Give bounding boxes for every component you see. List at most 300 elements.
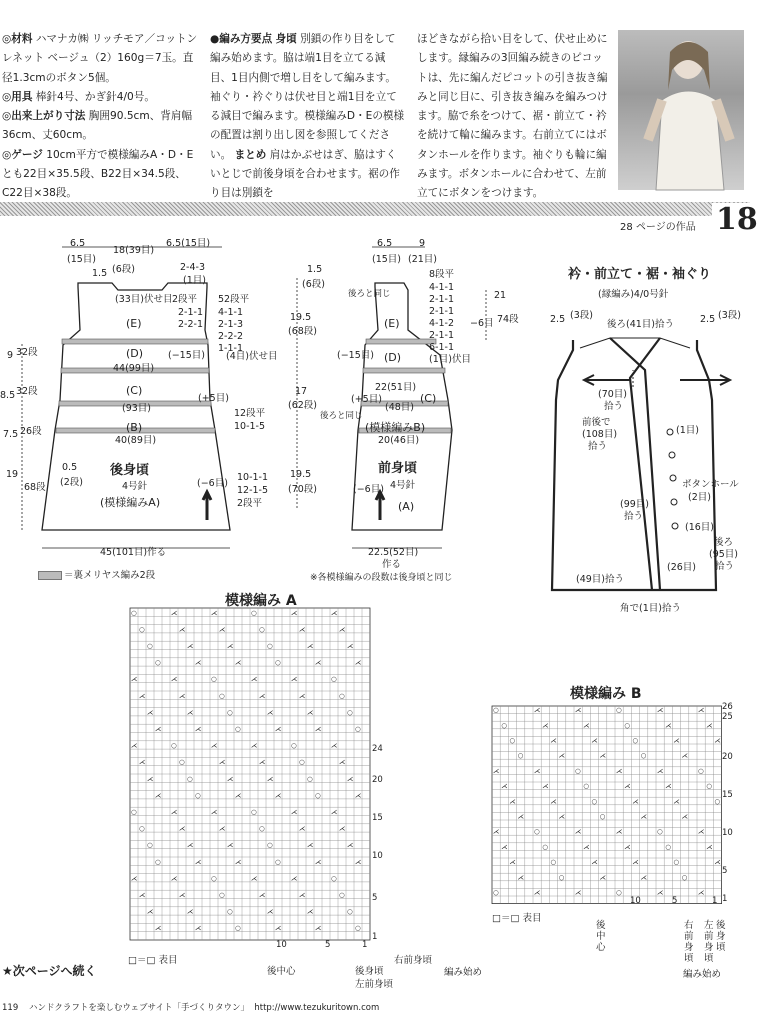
chart-a-row-1: 1 [372,932,378,942]
svg-text:19: 19 [6,469,19,480]
chart-b-stitch-symbol: ⋌ [517,873,525,882]
chart-a-stitch-symbol: ○ [219,691,225,700]
chart-b-row-26: 26 [722,702,733,712]
chart-a-stitch-symbol: ⋌ [179,891,186,899]
chart-a-stitch-symbol: ⋌ [331,741,338,750]
chart-a-stitch-symbol: ⋌ [187,642,194,650]
chart-a-stitch-symbol: ⋌ [355,857,362,866]
svg-text:10-1-5: 10-1-5 [234,421,266,432]
chart-a-row-24: 24 [372,744,383,754]
svg-text:(1目)伏目: (1目)伏目 [429,354,471,365]
svg-text:拾う: 拾う [588,441,608,452]
svg-text:12段平: 12段平 [234,408,266,419]
chart-a-title: 模様編み A [225,593,297,609]
chart-b-stitch-symbol: ⋌ [599,873,607,882]
tools-label: ◎用具 [2,90,33,103]
chart-b-stitch-symbol: ○ [534,827,540,836]
chart-a-stitch-symbol: ○ [299,758,305,767]
tools-text: 棒針4号、かぎ針4/0号。 [35,90,155,103]
finish-text: 肩はかぶせはぎ、脇はすくいとじで前後身頃を合わせます。裾の作り目は別鎖を [210,148,400,200]
chart-a-stitch-symbol: ⋌ [187,841,194,850]
chart-b-col-1: 1 [712,896,718,906]
chart-a-stitch-symbol: ⋌ [219,758,226,767]
svg-text:(68段): (68段) [288,326,318,337]
back-dim-6-5: 6.5 [70,238,86,249]
svg-text:後身頃: 後身頃 [110,463,150,478]
chart-a-stitch-symbol: ⋌ [179,625,186,634]
chart-b-row-25: 25 [722,712,733,722]
chart-b-stitch-symbol: ⋌ [616,827,623,836]
svg-text:(26目): (26目) [667,562,697,573]
chart-a-stitch-symbol: ○ [331,675,337,684]
svg-text:2-1-1: 2-1-1 [429,306,454,317]
svg-text:40(89目): 40(89目) [115,435,157,446]
svg-text:2段平: 2段平 [172,294,198,305]
svg-text:(+5目): (+5目) [198,393,229,404]
back-body-labels [0,238,277,558]
chart-a-stitch-symbol: ⋌ [251,741,258,750]
chart-a-stitch-symbol: ⋌ [171,874,178,883]
svg-text:(A): (A) [398,500,415,513]
svg-text:4号針: 4号針 [122,481,148,492]
back-dim-18: 18(39目) [113,245,155,256]
chart-b-stitch-symbol: ○ [558,873,565,882]
chart-b-stitch-symbol: ⋌ [632,797,639,806]
svg-text:(模様編みB): (模様編みB) [365,421,426,434]
chart-b-stitch-symbol: ○ [493,706,499,715]
chart-a-stitch-symbol: ○ [187,774,193,783]
chart-a-stitch-symbol: ⋌ [291,874,298,883]
svg-text:(2段): (2段) [60,477,83,488]
svg-text:(95目): (95目) [709,549,739,560]
section-number: 18 [712,203,762,237]
chart-a-stitch-symbol: ○ [275,658,281,667]
svg-text:(16目): (16目) [685,522,715,533]
chart-b-stitch-symbol: ⋌ [575,888,582,897]
chart-b-stitch-symbol: ○ [542,842,548,851]
chart-b-stitch-symbol: ⋌ [640,873,648,882]
chart-b-stitch-symbol: ⋌ [501,842,508,851]
chart-b-stitch-symbol: ⋌ [665,721,672,730]
chart-a-stitch-symbol: ⋌ [355,658,362,667]
chart-a-stitch-symbol: ⋌ [299,891,306,899]
chart-b-stitch-symbol: ⋌ [542,782,549,791]
back-knit-direction-arrow [203,492,211,520]
back-neck-rows: 1.5 [92,268,108,279]
svg-text:衿・前立て・裾・袖ぐり: 衿・前立て・裾・袖ぐり [568,267,712,282]
chart-b-stitch-symbol: ⋌ [714,858,721,867]
back-neck-first: (1目) [183,275,206,286]
chart-b-stitch-symbol: ⋌ [534,766,541,775]
svg-text:4号針: 4号針 [390,480,416,491]
chart-a-legend: □＝□ 表目 [128,955,178,966]
chart-a-stitch-symbol: ⋌ [139,691,146,700]
svg-text:(−15目): (−15目) [168,350,205,361]
chart-b-stitch-symbol: ⋌ [534,706,541,715]
chart-a-stitch-symbol: ⋌ [227,841,234,850]
svg-text:68段: 68段 [24,482,46,493]
chart-a-col-10: 10 [276,940,287,950]
chart-b-stitch-symbol: ○ [517,751,524,760]
chart-a-grid [130,608,370,940]
svg-text:21: 21 [494,290,507,301]
chart-a-stitch-symbol: ○ [227,907,233,916]
chart-b-stitch-symbol: ⋌ [542,721,549,730]
chart-a-stitch-symbol: ⋌ [155,924,162,933]
chart-b-stitch-symbol: ⋌ [550,736,557,745]
svg-text:後ろと同じ: 後ろと同じ [320,411,363,421]
chart-b-stitch-symbol: ⋌ [583,842,590,851]
chart-b-stitch-symbol: ⋌ [599,751,607,760]
chart-b-start: 編み始め [683,969,722,980]
front-knit-direction-arrow [376,492,384,520]
svg-text:2-1-3: 2-1-3 [218,319,243,330]
chart-a-stitch-symbol: ○ [347,708,353,717]
svg-text:拾う: 拾う [715,561,735,572]
svg-text:(D): (D) [384,351,402,364]
chart-a-stitch-symbol: ⋌ [259,758,266,767]
svg-text:(99目): (99目) [620,499,650,510]
svg-text:1-1-1: 1-1-1 [218,343,243,354]
chart-a-stitch-symbol: ⋌ [339,824,346,833]
chart-a-stitch-symbol: ⋌ [147,774,154,783]
instructions-continued-text: ほどきながら拾い目をして、伏せ止めにします。縁編みの3回編み続きのピコットは、先に編んだピコットの引き抜き編みと同じ目に、引き抜き編みを編みつけます。脇で糸をつけて、裾・前立て・衿を続けて輪に編みます。右前立てにはボタンホールを作ります。袖ぐりも輪に編みます。ボタンホールに合わせて、左前立てにボタンをつけます。 [417,33,608,200]
chart-a-stitch-symbol: ⋌ [179,824,186,833]
chart-b-stitch-symbol: ⋌ [657,706,664,715]
chart-a-back-side: 後身頃 [355,966,384,977]
chart-b-stitch-symbol: ⋌ [591,858,598,867]
svg-text:(108目): (108目) [582,429,618,440]
chart-a-row-15: 15 [372,813,383,823]
svg-text:8.5: 8.5 [0,390,16,401]
gauge-text: 10cm平方で模様編みA・D・Eとも22目×35.5段、B22目×34.5段、C22目×38段。 [2,148,194,200]
chart-b-stitch-symbol: ○ [591,797,598,806]
chart-b-stitch-symbol: ⋌ [493,827,500,836]
chart-a-stitch-symbol: ⋌ [155,791,162,800]
chart-b-stitch-symbol: ○ [657,827,663,836]
footer [2,1001,379,1013]
svg-text:44(99目): 44(99目) [113,363,155,374]
chart-a-stitch-symbol: ⋌ [139,891,146,899]
chart-b-stitch-symbol: ○ [632,736,639,745]
chart-a-stitch-symbol: ⋌ [171,608,178,617]
chart-a-stitch-symbol: ⋌ [147,907,154,916]
chart-b-stitch-symbol: ⋌ [714,736,721,745]
chart-b-row-15: 15 [722,790,733,800]
site-name: ハンドクラフトを楽しむウェブサイト「手づくりタウン」 [29,1003,249,1013]
chart-a-stitch-symbol: ⋌ [195,725,202,733]
chart-a-stitch-symbol: ○ [227,708,233,717]
chart-a-stitch-symbol: ⋌ [331,808,338,816]
chart-b-stitch-symbol: ⋌ [665,782,672,791]
svg-text:22(51目): 22(51目) [375,382,417,393]
front-body-labels [288,238,519,583]
svg-text:(E): (E) [384,317,400,330]
instructions-heading: ●編み方要点 [210,33,273,45]
chart-b-stitch-symbol: ⋌ [624,782,631,791]
chart-a-stitch-symbol: ○ [179,758,185,767]
chart-a-stitch-symbol: ○ [139,625,145,634]
svg-text:(15目): (15目) [372,254,402,265]
chart-a-stitch-symbol: ○ [235,924,241,933]
svg-text:7.5: 7.5 [3,429,19,440]
chart-b-legend: □＝□ 表目 [492,913,542,924]
chart-a-stitch-symbol: ⋌ [219,625,226,634]
chart-a-stitch-symbol: ○ [315,791,321,800]
chart-a-stitch-symbol: ⋌ [315,725,322,733]
svg-text:0.5: 0.5 [62,462,78,473]
chart-b-grid [492,706,722,904]
chart-b-row-1: 1 [722,894,728,904]
chart-b-stitch-symbol: ○ [599,812,606,821]
back-neck-bindoff: (33目)伏せ目 [115,294,173,305]
chart-b-stitch-symbol: ⋌ [706,721,713,730]
chart-a-stitch-symbol: ⋌ [131,741,138,750]
chart-b-stitch-symbol: ○ [616,706,622,715]
svg-text:20(46目): 20(46目) [378,435,420,446]
reverse-stockinette-text: ＝裏メリヤス編み2段 [64,570,156,581]
chart-b-stitch-symbol: ○ [501,721,507,730]
chart-b-stitch-symbol: ○ [550,858,557,867]
svg-text:2-1-1: 2-1-1 [178,307,203,318]
chart-a-stitch-symbol: ⋌ [315,924,322,933]
chart-a-stitch-symbol: ⋌ [331,608,338,617]
chart-b-stitch-symbol: ○ [575,766,581,775]
chart-a-stitch-symbol: ⋌ [187,708,194,717]
chart-b-stitch-symbol: ⋌ [558,812,566,821]
chart-b-stitch-symbol: ⋌ [632,858,639,867]
chart-a-stitch-symbol: ⋌ [267,708,274,717]
chart-b-stitch-symbol: ○ [616,888,622,897]
chart-a-stitch-symbol: ⋌ [227,642,234,650]
chart-a-stitch-symbol: ○ [139,824,145,833]
chart-a-stitch-symbol: ○ [155,857,161,866]
svg-text:(+5目): (+5目) [351,394,382,405]
svg-text:2-1-1: 2-1-1 [429,294,454,305]
chart-b-stitch-symbol: ○ [681,873,688,882]
svg-text:拾う: 拾う [624,511,644,522]
svg-text:(縁編み)4/0号針: (縁編み)4/0号針 [598,289,669,300]
chart-a-stitch-symbol: ⋌ [139,758,146,767]
chart-b-row-5: 5 [722,866,728,876]
chart-a-stitch-symbol: ○ [219,891,225,899]
chart-a-stitch-symbol: ○ [275,857,281,866]
svg-text:※各模様編みの段数は後身頃と同じ: ※各模様編みの段数は後身頃と同じ [310,573,453,583]
svg-text:(模様編みA): (模様編みA) [100,496,161,509]
chart-b-col-10: 10 [630,896,641,906]
chart-a-stitch-symbol: ○ [147,642,153,650]
chart-b-stitch-symbol: ○ [493,888,499,897]
svg-text:1.5: 1.5 [307,264,323,275]
chart-a-stitch-symbol: ○ [267,841,273,850]
materials-text: ハマナカ㈱ リッチモア／コットンレネット ベージュ（2）160g＝7玉。直径1.3cmのボタン5個。 [2,33,198,84]
chart-b-stitch-symbol: ⋌ [550,797,557,806]
chart-a-stitch-symbol: ⋌ [275,725,282,733]
chart-a-stitch-symbol: ⋌ [131,874,138,883]
reverse-stockinette-legend [38,567,155,581]
chart-a-stitch-symbol: ⋌ [347,774,354,783]
chart-b-stitch-symbol: ⋌ [517,812,525,821]
svg-text:52段平: 52段平 [218,294,250,305]
chart-b-stitch-symbol: ⋌ [657,766,664,775]
chart-a-back-center: 後中心 [267,966,296,977]
chart-a-stitch-symbol: ⋌ [147,708,154,717]
svg-text:(3段): (3段) [570,310,593,321]
chart-a-stitch-symbol: ⋌ [299,824,306,833]
size-label: ◎出来上がり寸法 [2,110,86,123]
chart-b-stitch-symbol: ⋌ [493,766,500,775]
chart-a-stitch-symbol: ○ [195,791,201,800]
svg-text:10-1-1: 10-1-1 [237,472,269,483]
svg-text:前後で: 前後で [582,417,611,428]
chart-a-stitch-symbol: ⋌ [347,841,354,850]
svg-text:(B): (B) [126,421,143,434]
chart-b-back-center: 後中心 [596,920,606,953]
chart-b-stitch-symbol: ○ [624,721,630,730]
chart-b-stitch-symbol: ⋌ [657,888,664,897]
chart-a-stitch-symbol: ○ [331,874,337,883]
chart-b-stitch-symbol: ⋌ [698,706,705,715]
chart-b-stitch-symbol: ⋌ [624,842,631,851]
chart-b-row-20: 20 [722,752,733,762]
chart-a-stitch-symbol: ○ [131,608,137,617]
svg-text:(−15目): (−15目) [337,350,374,361]
body-label: 身頃 [275,33,297,45]
svg-text:(4目)伏せ目: (4目)伏せ目 [226,351,278,362]
chart-a-stitch-symbol: ⋌ [315,658,322,667]
svg-text:2段平: 2段平 [237,498,263,509]
svg-text:32段: 32段 [16,386,38,397]
chart-b-stitch-symbol: ○ [714,797,721,806]
chart-b-stitch-symbol: ⋌ [575,827,582,836]
chart-a-stitch-symbol: ○ [259,824,265,833]
chart-a-stitch-symbol: ⋌ [235,791,242,800]
chart-a-stitch-symbol: ○ [259,625,265,634]
svg-text:前身頃: 前身頃 [378,461,418,476]
chart-a-stitch-symbol: ⋌ [291,675,298,684]
chart-a-stitch-symbol: ○ [355,924,361,933]
svg-text:角で(1目)拾う: 角で(1目)拾う [620,603,681,614]
chart-b-stitch-symbol: ⋌ [509,858,516,867]
svg-text:9: 9 [419,238,426,249]
chart-b-stitch-symbol: ⋌ [534,888,541,897]
chart-a-stitch-symbol: ⋌ [299,691,306,700]
svg-text:4-1-1: 4-1-1 [218,307,243,318]
svg-text:6-1-1: 6-1-1 [429,342,454,353]
front-dimension-lines [297,247,486,548]
svg-text:(1目): (1目) [676,425,699,436]
chart-a-row-10: 10 [372,851,383,861]
chart-b-stitch-symbol: ⋌ [591,736,598,745]
svg-text:(−6目): (−6目) [353,484,384,495]
continued-next-page: ★次ページへ続く [2,964,97,978]
svg-text:(−6目): (−6目) [197,478,228,489]
svg-text:後ろ: 後ろ [714,537,734,548]
chart-a-stitch-symbol: ○ [211,675,217,684]
svg-text:後ろ(41目)拾う: 後ろ(41目)拾う [607,319,675,330]
chart-a-stitch-symbol: ⋌ [347,642,354,650]
svg-text:9: 9 [7,350,14,361]
chart-b-stitch-symbol: ⋌ [681,812,689,821]
chart-a-stitch-symbol: ○ [131,808,137,816]
svg-text:(49目)拾う: (49目)拾う [576,574,625,585]
svg-text:ボタンホール: ボタンホール [682,479,739,490]
svg-text:4-1-1: 4-1-1 [429,282,454,293]
chart-a-stitch-symbol: ⋌ [235,857,242,866]
svg-text:19.5: 19.5 [290,312,312,323]
chart-a-stitch-symbol: ⋌ [211,808,218,816]
page-number: 119 [2,1003,19,1013]
chart-a-stitch-symbol: ⋌ [355,791,362,800]
chart-a-stitch-symbol: ⋌ [291,808,298,816]
chart-a-lines [130,608,370,940]
chart-b-stitch-symbol: ○ [698,766,704,775]
svg-text:後ろと同じ: 後ろと同じ [348,289,391,299]
chart-a-stitch-symbol: ⋌ [195,924,202,933]
chart-b-stitch-symbol: ⋌ [673,797,680,806]
chart-a-stitch-symbol: ○ [355,725,361,733]
svg-text:4-1-2: 4-1-2 [429,318,454,329]
edging-outline [552,338,716,590]
svg-text:19.5: 19.5 [290,469,312,480]
chart-b-stitch-symbol: ⋌ [501,782,508,791]
chart-a-stitch-symbol: ⋌ [291,608,298,617]
chart-a-stitch-symbol: ⋌ [275,791,282,800]
svg-text:(3段): (3段) [718,310,741,321]
svg-text:(70目): (70目) [598,389,628,400]
svg-text:2.5: 2.5 [550,314,566,325]
back-neck-count: 2-4-3 [180,262,205,273]
svg-text:12-1-5: 12-1-5 [237,485,269,496]
chart-a-row-20: 20 [372,775,383,785]
svg-text:拾う: 拾う [604,401,624,412]
reverse-stockinette-swatch [38,571,62,580]
site-url[interactable]: http://www.tezukuritown.com [254,1003,380,1013]
svg-text:(93目): (93目) [122,403,152,414]
chart-a-stitch-symbol: ⋌ [251,675,258,684]
chart-a-stitch-symbol: ⋌ [195,658,202,667]
chart-a-stitch-symbol: ⋌ [307,841,314,850]
chart-b-stitch-symbol: ⋌ [640,812,648,821]
chart-a-stitch-symbol: ○ [211,874,217,883]
svg-text:(E): (E) [126,317,142,330]
svg-text:6.5: 6.5 [377,238,393,249]
edging-arrow-left [584,375,630,385]
chart-a-stitch-symbol: ○ [155,658,161,667]
chart-a-stitch-symbol: ⋌ [219,824,226,833]
chart-a-stitch-symbol: ⋌ [187,907,194,916]
svg-text:(21目): (21目) [408,254,438,265]
svg-text:74段: 74段 [497,314,519,325]
chart-a-front-left: 左前身頃 [355,979,394,990]
svg-text:45(101目)作る: 45(101目)作る [100,547,167,558]
chart-b-stitch-symbol: ○ [706,782,712,791]
chart-a-stitch-symbol: ⋌ [315,857,322,866]
svg-text:(6段): (6段) [302,279,325,290]
svg-text:(70段): (70段) [288,484,318,495]
chart-b-row-10: 10 [722,828,733,838]
chart-a-stitch-symbol: ⋌ [307,642,314,650]
page-reference: 28 ページの作品 [620,222,696,233]
chart-a-stitch-symbol: ⋌ [259,691,266,700]
chart-b-stitch-symbol: ⋌ [509,797,516,806]
chart-b-stitch-symbol: ⋌ [698,888,705,897]
size-text: 胸囲90.5cm、背肩幅36cm、丈60cm。 [2,110,193,142]
back-dim-15: (15目) [67,254,97,265]
chart-a-stitch-symbol: ○ [251,608,257,617]
back-dim-6-5-right: 6.5(15目) [166,238,211,249]
chart-b-back-side: 後身頃 [716,920,726,953]
